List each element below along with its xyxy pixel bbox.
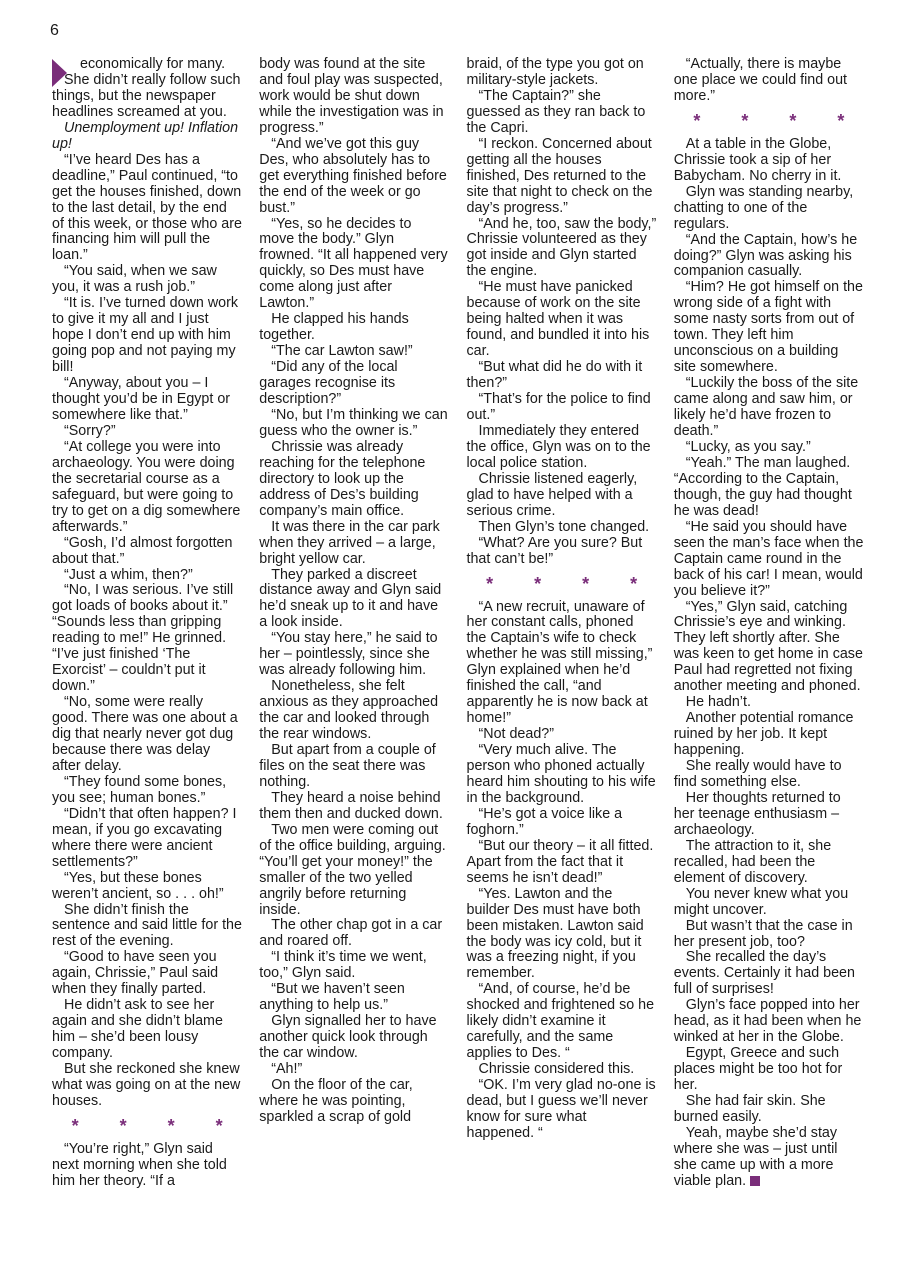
end-of-story-square-icon: [750, 1176, 760, 1186]
paragraph: “At college you were into archaeology. You were doing the secretarial course as a safeguard, but were going to try to get on a dig somewhere afterwards.”: [52, 438, 241, 535]
paragraph: “Didn’t that often happen? I mean, if you go excavating where there were ancient settlements?”: [52, 805, 237, 870]
article-columns: [52, 57, 864, 1237]
paragraph: “Did any of the local garages recognise its description?”: [259, 359, 398, 408]
paragraph: Glyn was standing nearby, chatting to one of the regulars.: [673, 183, 854, 232]
paragraph: You never knew what you might uncover.: [673, 885, 849, 918]
paragraph: “The car Lawton saw!”: [271, 343, 413, 360]
paragraph: He didn’t ask to see her again and she didn’t blame him – she’d been lousy company.: [52, 997, 223, 1062]
paragraph: “He’s got a voice like a foghorn.”: [466, 805, 623, 838]
section-separator: * * * *: [486, 573, 656, 594]
paragraph: They parked a discreet distance away and Glyn said he’d sneak up to it and have a look inside.: [259, 566, 442, 631]
paragraph: He hadn’t.: [685, 694, 751, 711]
paragraph: “Anyway, about you – I thought you’d be in Egypt or somewhere like that.”: [52, 375, 231, 423]
paragraph: Then Glyn’s tone changed.: [478, 518, 650, 535]
paragraph: He clapped his hands together.: [259, 311, 409, 344]
paragraph: She didn’t finish the sentence and said little for the rest of the evening.: [52, 901, 242, 950]
paragraph: “What? Are you sure? But that can’t be!”: [466, 534, 643, 567]
paragraph: “Yeah.” The man laughed. “According to the Captain, though, the guy had thought he was dead!: [673, 454, 852, 519]
paragraph: “You’ll get your money!” the smaller of the two yelled angrily before returning inside.: [259, 853, 433, 918]
paragraph: “You’re right,” Glyn said next morning when she told him her theory. “If a: [52, 1140, 227, 1189]
paragraph: It was there in the car park when they arrived – a large, bright yellow car.: [259, 518, 440, 567]
paragraph: braid, of the type you got on military-style jackets.: [466, 56, 644, 88]
paragraph: “You said, when we saw you, it was a rush job.”: [52, 263, 217, 296]
paragraph: “And the Captain, how’s he doing?” Glyn was asking his companion casually.: [673, 231, 858, 280]
paragraph: “OK. I’m very glad no-one is dead, but I guess we’ll never know for sure what happened. “: [466, 1077, 656, 1141]
paragraph: “But what did he do with it then?”: [466, 359, 643, 392]
paragraph: They left shortly after. She was keen to get home in case Paul had regretted not fixing another meeting and phoned.: [673, 630, 863, 695]
continuation-arrow-icon: [52, 59, 67, 87]
paragraph: Chrissie considered this.: [478, 1061, 635, 1078]
paragraph: Unemployment up! Inflation up!: [52, 119, 239, 152]
paragraph: “It is. I’ve turned down work to give it my all and I just hope I don’t end up with him going pop and not paying my bill!: [52, 295, 239, 376]
paragraph: On the floor of the car, where he was pointing, sparkled a scrap of gold: [259, 1077, 413, 1125]
section-separator: * * * *: [71, 1115, 241, 1136]
paragraph: “I reckon. Concerned about getting all the houses finished, Des returned to the site that night to check on the day’s progress.”: [466, 135, 653, 216]
paragraph: “Good to have seen you again, Chrissie,” Paul said when they finally parted.: [52, 949, 219, 998]
paragraph: But she reckoned she knew what was going on at the new houses.: [52, 1061, 241, 1109]
paragraph: “He must have panicked because of work on the site being halted when it was found, and bundled it into his car.: [466, 279, 650, 360]
paragraph: “I’ve heard Des has a deadline,” Paul continued, “to get the houses finished, down to the last detail, by the end of this week, or those who are financing him will pull the loan.”: [52, 151, 242, 264]
paragraph: “No, but I’m thinking we can guess who the owner is.”: [259, 406, 448, 439]
paragraph: “A new recruit, unaware of her constant calls, phoned the Captain’s wife to check whether he was still missing,” Glyn explained when he’d finished the call, “and apparently he is now back at home!”: [466, 598, 653, 727]
paragraph: “But our theory – it all fitted. Apart from the fact that it seems he isn’t dead!”: [466, 837, 654, 886]
paragraph: “Him? He got himself on the wrong side of a fight with some nasty sorts from out of town. They left him unconscious on a building site somewhere.: [673, 279, 863, 376]
paragraph: “They found some bones, you see; human bones.”: [52, 773, 227, 806]
paragraph: Glyn’s face popped into her head, as it had been when he winked at her in the Globe.: [673, 997, 862, 1046]
page-number: 6: [50, 22, 59, 39]
paragraph: Glyn signalled her to have another quick look through the car window.: [259, 1013, 437, 1062]
paragraph: “He said you should have seen the man’s face when the Captain came round in the back of his car! I mean, would you believe it?”: [673, 518, 864, 599]
paragraph: body was found at the site and foul play was suspected, work would be shut down while the investigation was in progress.”: [259, 56, 444, 136]
paragraph: “Gosh, I’d almost forgotten about that.”: [52, 534, 233, 567]
paragraph: “But we haven’t seen anything to help us.”: [259, 981, 405, 1014]
column-2: [259, 57, 449, 1237]
paragraph: “Very much alive. The person who phoned actually heard him shouting to his wife in the background.: [466, 742, 656, 806]
paragraph: She didn’t really follow such things, but the newspaper headlines screamed at you.: [52, 71, 241, 120]
paragraph: Nonetheless, she felt anxious as they approached the car and looked through the rear windows.: [259, 678, 439, 743]
paragraph: “Actually, there is maybe one place we could find out more.”: [673, 56, 848, 104]
paragraph: “Lucky, as you say.”: [685, 438, 811, 455]
paragraph: Immediately they entered the office, Glyn was on to the local police station.: [466, 422, 651, 471]
paragraph: “And we’ve got this guy Des, who absolutely has to get everything finished before the end of the week or go bust.”: [259, 135, 447, 216]
paragraph: “The Captain?” she guessed as they ran back to the Capri.: [466, 87, 646, 136]
paragraph: “Yes, so he decides to move the body.” Glyn frowned. “It all happened very quickly, so Des must have come along just after Lawton.”: [259, 215, 448, 312]
paragraph: “Yes, but these bones weren’t ancient, so . . . oh!”: [52, 869, 224, 902]
paragraph: But wasn’t that the case in her present job, too?: [673, 917, 853, 950]
paragraph: Egypt, Greece and such places might be too hot for her.: [673, 1045, 843, 1094]
paragraph: “Luckily the boss of the site came along and saw him, or likely he’d have frozen to death.”: [673, 375, 859, 440]
paragraph: economically for many.: [52, 57, 242, 73]
column-4: [674, 57, 864, 1237]
paragraph: Her thoughts returned to her teenage enthusiasm – archaeology.: [673, 789, 841, 838]
paragraph: “You stay here,” he said to her – pointlessly, since she was already following him.: [259, 630, 438, 679]
paragraph: She had fair skin. She burned easily.: [673, 1093, 826, 1125]
paragraph: “No, some were really good. There was one about a dig that nearly never got dug because there was delay after delay.: [52, 694, 238, 774]
paragraph: “That’s for the police to find out.”: [466, 391, 651, 423]
paragraph: They heard a noise behind them then and ducked down.: [259, 789, 443, 822]
paragraph: She really would have to find something else.: [673, 758, 842, 790]
paragraph: “And, of course, he’d be shocked and frightened so he likely didn’t examine it carefully, and the same applies to Des. “: [466, 981, 655, 1062]
paragraph: Another potential romance ruined by her job. It kept happening.: [673, 710, 854, 759]
paragraph: “And he, too, saw the body,” Chrissie volunteered as they got inside and Glyn started the engine.: [466, 215, 657, 280]
paragraph: Yeah, maybe she’d stay where she was – just until she came up with a more viable plan.: [673, 1124, 838, 1189]
column-3: [467, 57, 657, 1237]
paragraph: Chrissie was already reaching for the telephone directory to look up the address of Des’s building company’s main office.: [259, 438, 426, 519]
paragraph: But apart from a couple of files on the seat there was nothing.: [259, 741, 436, 790]
paragraph: “Sorry?”: [64, 422, 116, 439]
paragraph: “I think it’s time we went, too,” Glyn said.: [259, 949, 427, 982]
column-1: [52, 57, 242, 1237]
paragraph: “No, I was serious. I’ve still got loads of books about it.”: [52, 582, 234, 615]
paragraph: She recalled the day’s events. Certainly it had been full of surprises!: [673, 949, 855, 998]
paragraph: The other chap got in a car and roared off.: [259, 917, 443, 950]
paragraph: Chrissie listened eagerly, glad to have helped with a serious crime.: [466, 470, 638, 519]
paragraph: “Not dead?”: [478, 726, 554, 743]
section-separator: * * * *: [693, 110, 863, 131]
paragraph: The attraction to it, she recalled, had been the element of discovery.: [673, 837, 832, 886]
paragraph: “Ah!”: [271, 1061, 303, 1078]
paragraph: “Yes,” Glyn said, catching Chrissie’s eye and winking.: [673, 598, 848, 631]
paragraph: Two men were coming out of the office building, arguing.: [259, 821, 446, 854]
paragraph: At a table in the Globe, Chrissie took a sip of her Babycham. No cherry in it.: [673, 135, 842, 184]
paragraph: “Just a whim, then?”: [64, 566, 193, 583]
paragraph: “Sounds less than gripping reading to me!” He grinned. “I’ve just finished ‘The Exorcist’ – couldn’t put it down.”: [52, 614, 227, 695]
paragraph: “Yes. Lawton and the builder Des must have both been mistaken. Lawton said the body was icy cold, but it was a freezing night, if you remember.: [466, 885, 644, 982]
